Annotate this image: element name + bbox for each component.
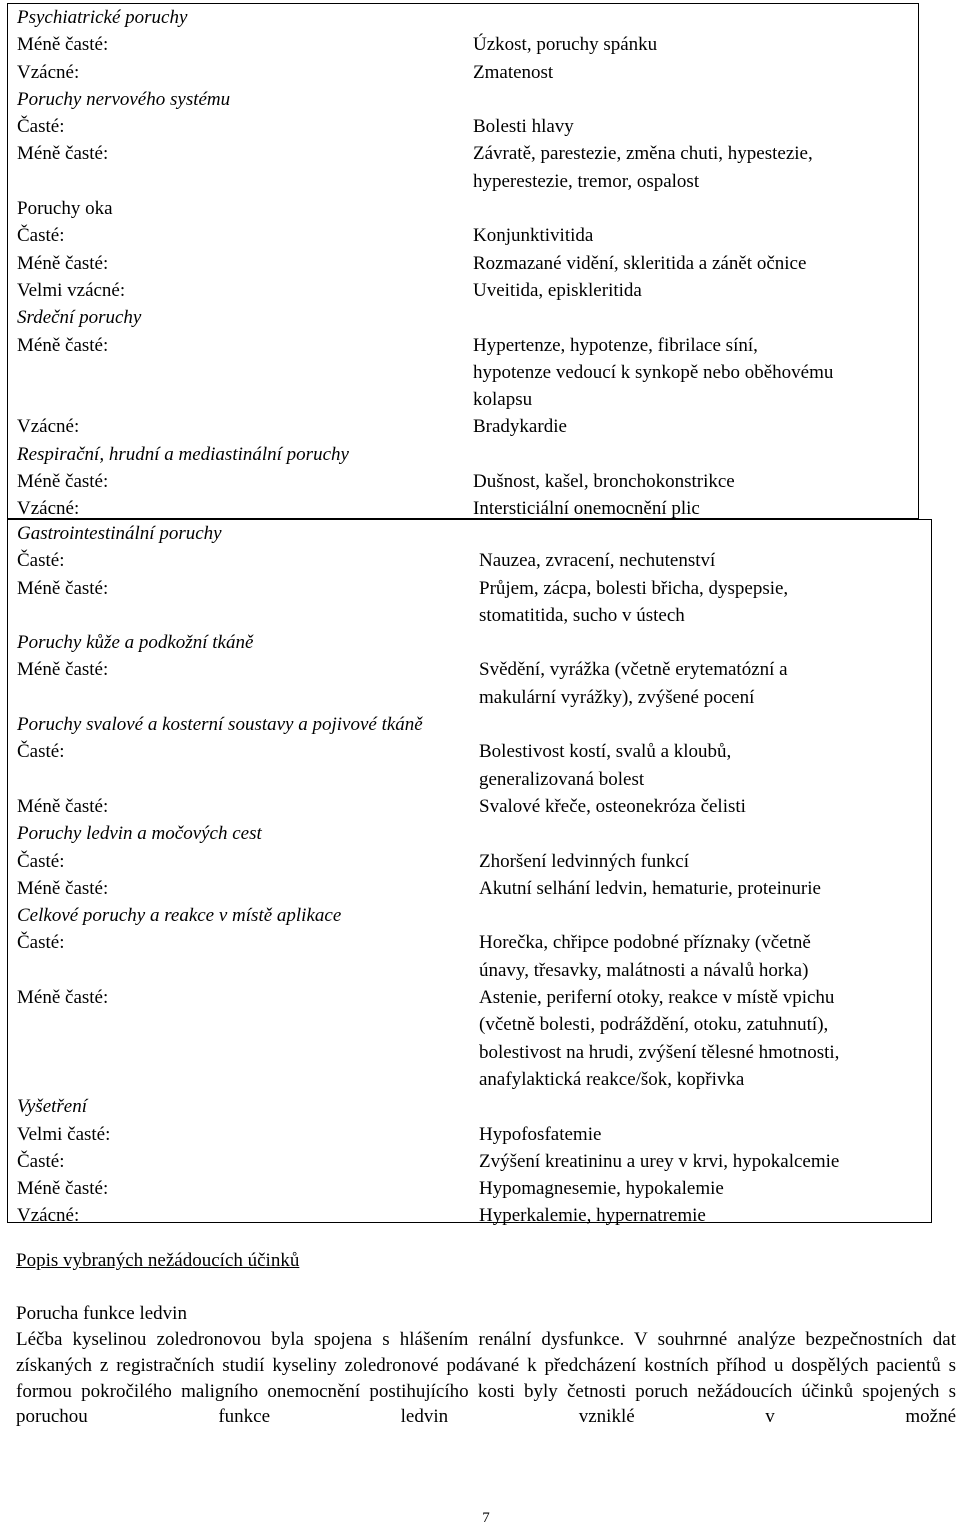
frequency-label: Méně časté: — [17, 659, 109, 681]
frequency-label: Méně časté: — [17, 334, 109, 356]
frequency-row — [8, 31, 918, 58]
effects-line: Hypofosfatemie — [479, 1123, 602, 1145]
effects-cell — [479, 1175, 931, 1202]
frequency-label: Méně časté: — [17, 471, 109, 493]
category-row — [8, 1093, 931, 1120]
category-row — [8, 820, 931, 847]
section-heading: Popis vybraných nežádoucích účinků — [16, 1250, 300, 1271]
frequency-row — [8, 250, 918, 277]
frequency-row — [8, 929, 931, 984]
effects-line: makulární vyrážky), zvýšené pocení — [479, 686, 755, 708]
category-heading: Vyšetření — [17, 1096, 88, 1118]
effects-cell — [473, 222, 918, 249]
effects-line: generalizovaná bolest — [479, 768, 645, 790]
effects-line: Horečka, chřipce podobné příznaky (včetně — [479, 932, 811, 954]
frequency-label: Časté: — [17, 932, 65, 954]
effects-cell — [473, 250, 918, 277]
frequency-row — [8, 140, 918, 195]
frequency-label: Méně časté: — [17, 877, 109, 899]
effects-line: Bolesti hlavy — [473, 116, 574, 138]
effects-cell — [479, 1148, 931, 1175]
category-row — [8, 4, 918, 31]
page-number: 7 — [482, 1510, 490, 1526]
frequency-label: Méně časté: — [17, 577, 109, 599]
frequency-label: Méně časté: — [17, 143, 109, 165]
effects-cell — [479, 1202, 931, 1229]
category-heading: Gastrointestinální poruchy — [17, 523, 222, 544]
frequency-row — [8, 575, 931, 630]
frequency-row — [8, 875, 931, 902]
effects-line: Akutní selhání ledvin, hematurie, proteinurie — [479, 877, 821, 899]
frequency-label: Vzácné: — [17, 61, 80, 83]
effects-line: stomatitida, sucho v ústech — [479, 604, 685, 626]
effects-line: Svalové křeče, osteonekróza čelisti — [479, 795, 746, 817]
effects-line: Astenie, periferní otoky, reakce v místě vpichu — [479, 987, 835, 1009]
frequency-row — [8, 277, 918, 304]
frequency-label: Méně časté: — [17, 1178, 109, 1200]
effects-line: Zhoršení ledvinných funkcí — [479, 850, 690, 872]
category-heading: Respirační, hrudní a mediastinální poruchy — [17, 443, 349, 465]
effects-line: hyperestezie, tremor, ospalost — [473, 170, 700, 192]
effects-line: hypotenze vedoucí k synkopě nebo oběhovému — [473, 361, 834, 383]
frequency-label: Méně časté: — [17, 34, 109, 56]
section-subheading: Porucha funkce ledvin — [16, 1303, 187, 1324]
category-row — [8, 711, 931, 738]
effects-line: Nauzea, zvracení, nechutenství — [479, 550, 716, 572]
frequency-label: Velmi vzácné: — [17, 279, 126, 301]
category-heading: Poruchy svalové a kosterní soustavy a pojivové tkáně — [17, 714, 423, 736]
effects-line: (včetně bolesti, podráždění, otoku, zatuhnutí), — [479, 1014, 829, 1036]
category-row — [8, 304, 918, 331]
effects-line: Rozmazané vidění, skleritida a zánět očnice — [473, 252, 807, 274]
category-row — [8, 520, 931, 547]
frequency-row — [8, 656, 931, 711]
effects-line: Dušnost, kašel, bronchokonstrikce — [473, 471, 735, 493]
frequency-row — [8, 547, 931, 574]
category-row — [8, 441, 918, 468]
effects-cell — [479, 738, 931, 793]
frequency-label: Časté: — [17, 550, 65, 572]
effects-line: kolapsu — [473, 389, 533, 411]
frequency-label: Méně časté: — [17, 987, 109, 1009]
effects-cell — [479, 984, 931, 1093]
frequency-label: Časté: — [17, 850, 65, 872]
effects-cell — [473, 140, 918, 195]
section-paragraph: Léčba kyselinou zoledronovou byla spojena s hlášením renální dysfunkce. V souhrnné analýze bezpečnostních dat získaných z registračních studií kyseliny zoledronové podávané k předcházení kostních příhod u dospělých pacientů s formou pokročilého maligního onemocnění postihujícího kosti byly četnosti poruch nežádoucích účinků spojených s poruchou funkce ledvin vzniklé v možné — [16, 1329, 956, 1428]
effects-line: Bradykardie — [473, 416, 567, 438]
category-heading: Srdeční poruchy — [17, 307, 142, 329]
effects-line: Svědění, vyrážka (včetně erytematózní a — [479, 659, 788, 681]
frequency-row — [8, 59, 918, 86]
effects-cell — [473, 59, 918, 86]
effects-line: Závratě, parestezie, změna chuti, hypestezie, — [473, 143, 813, 165]
effects-cell — [473, 468, 918, 495]
effects-line: Průjem, zácpa, bolesti břicha, dyspepsie, — [479, 577, 789, 599]
effects-cell — [479, 793, 931, 820]
frequency-row — [8, 113, 918, 140]
frequency-label: Časté: — [17, 1150, 65, 1172]
effects-line: Uveitida, episkleritida — [473, 279, 642, 301]
effects-line: Zvýšení kreatininu a urey v krvi, hypokalcemie — [479, 1150, 840, 1172]
category-heading: Psychiatrické poruchy — [17, 7, 188, 28]
category-heading: Poruchy ledvin a močových cest — [17, 823, 262, 845]
effects-line: bolestivost na hrudi, zvýšení tělesné hmotnosti, — [479, 1041, 840, 1063]
effects-cell — [473, 31, 918, 58]
frequency-row — [8, 1121, 931, 1148]
effects-cell — [473, 277, 918, 304]
frequency-label: Velmi časté: — [17, 1123, 111, 1145]
frequency-row — [8, 468, 918, 495]
frequency-row — [8, 1148, 931, 1175]
effects-line: Úzkost, poruchy spánku — [473, 34, 658, 56]
frequency-row — [8, 984, 931, 1093]
effects-line: anafylaktická reakce/šok, kopřivka — [479, 1068, 745, 1090]
effects-line: Hypertenze, hypotenze, fibrilace síní, — [473, 334, 758, 356]
category-row — [8, 902, 931, 929]
category-heading: Poruchy oka — [17, 198, 113, 220]
adverse-effects-table-1 — [7, 3, 919, 519]
effects-cell — [473, 113, 918, 140]
effects-line: Konjunktivitida — [473, 225, 594, 247]
frequency-row — [8, 413, 918, 440]
effects-line: Bolestivost kostí, svalů a kloubů, — [479, 741, 732, 763]
frequency-label: Vzácné: — [17, 498, 80, 520]
frequency-label: Vzácné: — [17, 1205, 80, 1227]
frequency-label: Méně časté: — [17, 795, 109, 817]
effects-cell — [479, 575, 931, 630]
category-row — [8, 629, 931, 656]
frequency-label: Časté: — [17, 741, 65, 763]
effects-cell — [473, 332, 918, 414]
frequency-row — [8, 793, 931, 820]
category-heading: Celkové poruchy a reakce v místě aplikace — [17, 905, 342, 927]
category-heading: Poruchy kůže a podkožní tkáně — [17, 632, 254, 654]
effects-line: Intersticiální onemocnění plic — [473, 498, 700, 520]
effects-cell — [479, 929, 931, 984]
frequency-label: Časté: — [17, 225, 65, 247]
frequency-row — [8, 738, 931, 793]
category-row — [8, 195, 918, 222]
effects-cell — [479, 656, 931, 711]
frequency-row — [8, 1175, 931, 1202]
effects-line: Hyperkalemie, hypernatremie — [479, 1205, 706, 1227]
effects-line: Hypomagnesemie, hypokalemie — [479, 1178, 724, 1200]
frequency-label: Časté: — [17, 116, 65, 138]
frequency-row — [8, 1202, 931, 1229]
adverse-effects-table-2 — [7, 519, 932, 1227]
category-heading: Poruchy nervového systému — [17, 88, 231, 110]
effects-cell — [479, 875, 931, 902]
frequency-label: Vzácné: — [17, 416, 80, 438]
frequency-label: Méně časté: — [17, 252, 109, 274]
effects-cell — [479, 848, 931, 875]
frequency-row — [8, 332, 918, 414]
frequency-row — [8, 848, 931, 875]
frequency-row — [8, 222, 918, 249]
effects-cell — [479, 1121, 931, 1148]
effects-cell — [479, 547, 931, 574]
effects-line: únavy, třesavky, malátnosti a návalů horka) — [479, 959, 809, 981]
effects-line: Zmatenost — [473, 61, 554, 83]
effects-cell — [473, 413, 918, 440]
category-row — [8, 86, 918, 113]
